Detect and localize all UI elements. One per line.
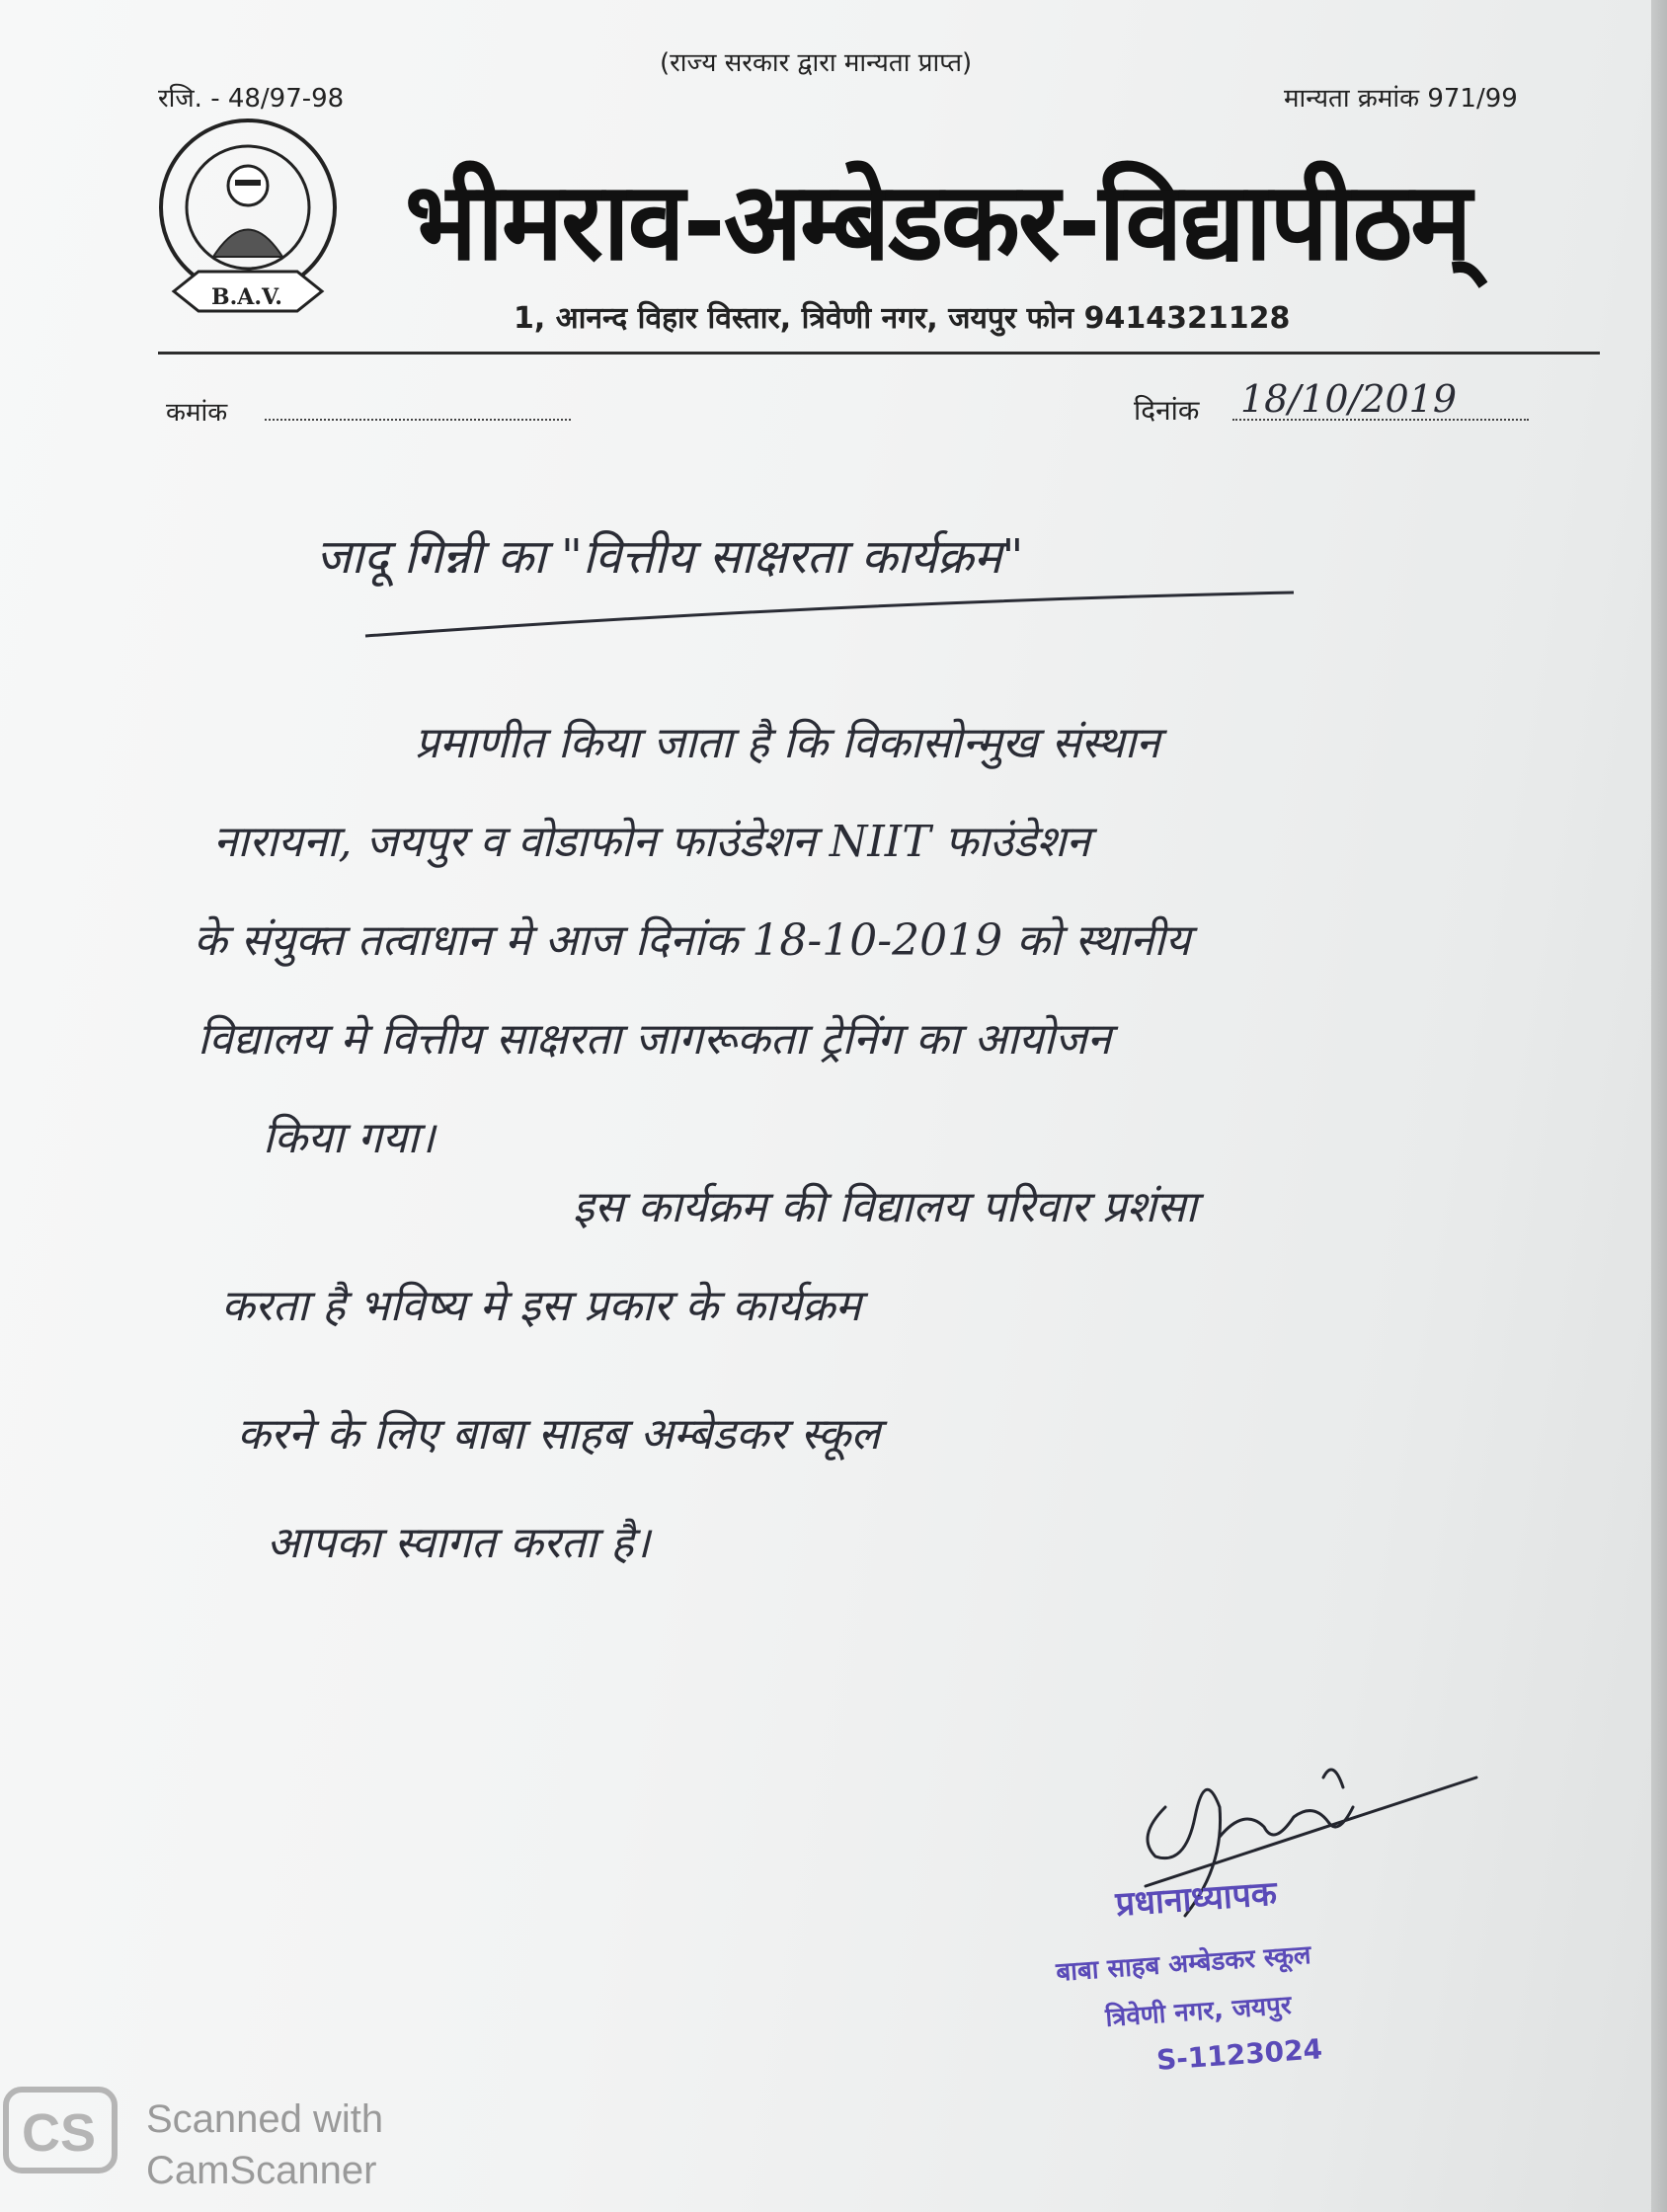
body-line-6: इस कार्यक्रम की विद्यालय परिवार प्रशंसा xyxy=(573,1182,1197,1232)
letter-subject: जादू गिन्नी का "वित्तीय साक्षरता कार्यक्रम" xyxy=(316,529,1024,585)
serial-field-line xyxy=(265,419,571,421)
logo-text: B.A.V. xyxy=(211,284,282,310)
recognition-number: मान्यता क्रमांक 971/99 xyxy=(1284,84,1518,114)
body-line-4: विद्यालय मे वित्तीय साक्षरता जागरूकता ट्रेनिंग का आयोजन xyxy=(198,1014,1112,1065)
stamp-location: त्रिवेणी नगर, जयपुर xyxy=(1104,1990,1293,2033)
scanner-watermark-line2: CamScanner xyxy=(146,2149,377,2192)
body-line-9: आपका स्वागत करता है। xyxy=(267,1518,651,1568)
camscanner-logo-icon xyxy=(0,2086,119,2174)
body-line-2: नारायना, जयपुर व वोडाफोन फाउंडेशन NIIT फाउंडेशन xyxy=(213,817,1090,867)
body-line-1: प्रमाणीत किया जाता है कि विकासोन्मुख संस्थान xyxy=(415,718,1160,768)
stamp-school-name: बाबा साहब अम्बेडकर स्कूल xyxy=(1055,1939,1312,1988)
header-divider xyxy=(158,352,1600,355)
recognition-note: (राज्य सरकार द्वारा मान्यता प्राप्त) xyxy=(660,48,973,78)
date-label: दिनांक xyxy=(1134,394,1200,427)
body-line-3: के संयुक्त तत्वाधान मे आज दिनांक 18-10-2019 को स्थानीय xyxy=(194,915,1191,966)
serial-label: कमांक xyxy=(166,398,228,428)
stamp-code: S-1123024 xyxy=(1155,2032,1324,2077)
svg-text:CS: CS xyxy=(22,2103,97,2163)
page-edge-shadow xyxy=(1651,0,1667,2212)
scanner-watermark-line1: Scanned with xyxy=(146,2097,384,2141)
body-line-7: करता है भविष्य मे इस प्रकार के कार्यक्रम xyxy=(221,1281,861,1331)
body-line-8: करने के लिए बाबा साहब अम्बेडकर स्कूल xyxy=(237,1409,881,1460)
subject-underline xyxy=(356,583,1323,642)
school-address: 1, आनन्द विहार विस्तार, त्रिवेणी नगर, जयपुर फोन 9414321128 xyxy=(514,301,1291,336)
date-value: 18/10/2019 xyxy=(1240,377,1458,421)
school-logo xyxy=(154,109,342,336)
school-title: भीमराव-अम्बेडकर-विद्यापीठम् xyxy=(405,158,1470,285)
registration-number: रजि. - 48/97-98 xyxy=(158,84,345,114)
stamp-title: प्रधानाध्यापक xyxy=(1114,1873,1279,1925)
body-line-5: किया गया। xyxy=(263,1113,436,1163)
